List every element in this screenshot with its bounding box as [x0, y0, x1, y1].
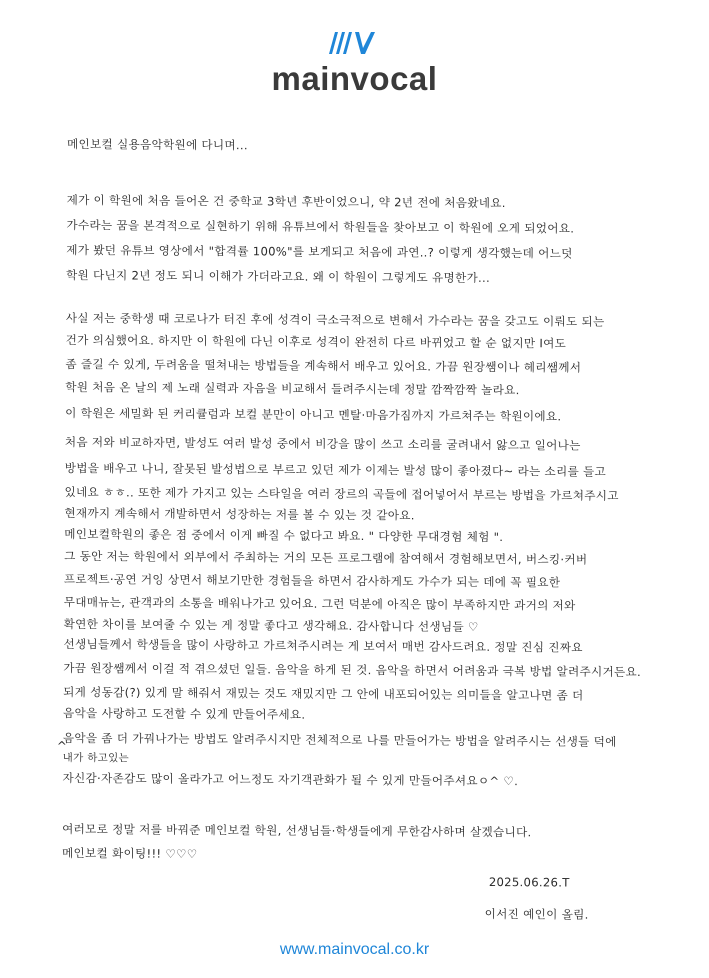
letter-line: 학원 다닌지 2년 정도 되니 이해가 가더라고요. 왜 이 학원이 그렇게도 유명한가...: [66, 267, 491, 285]
letter-line: 건가 의심했어요. 하지만 이 학원에 다닌 이후로 성격이 완전히 다르 바뀌었고 할 순 없지만 I여도: [65, 332, 567, 351]
letter-line: 메인보컬학원의 좋은 점 중에서 이게 빠질 수 없다고 봐요. " 다양한 무대경험 체험 ".: [64, 526, 504, 545]
letter-line: 선생님들께서 학생들을 많이 사랑하고 가르쳐주시려는 게 보여서 매번 감사드려요. 정말 진심 진짜요: [63, 636, 583, 655]
letter-line: 가끔 원장쌤께서 이걸 적 겪으셨던 일들. 음악을 하게 된 것. 음악을 하면서 어려움과 극복 방법 알려주시거든요.: [63, 660, 642, 680]
letter-line: 있네요 ㅎㅎ.. 또한 제가 가지고 있는 스타일을 여러 장르의 곡들에 접어넣어서 부르는 방법을 가르쳐주시고: [64, 484, 619, 503]
letter-line: 사실 저는 중학생 때 코로나가 터진 후에 성격이 극소극적으로 변해서 가수라는 꿈을 갖고도 이뤄도 되는: [65, 310, 605, 329]
letter-line: 방법을 배우고 나니, 잘못된 발성법으로 부르고 있던 제가 이제는 발성 많이 좋아졌다~ 라는 소리를 들고: [64, 460, 607, 479]
letter-insertion: [56, 738, 130, 765]
letter-title: 메인보컬 실용음악학원에 다니며...: [66, 136, 248, 153]
letter-line: 음악을 사랑하고 도전할 수 있게 만들어주세요.: [62, 705, 306, 722]
letter-signature: 이서진 예인이 올림.: [484, 906, 589, 922]
letter-line: 이 학원은 세밀화 된 커리큘럼과 보컬 분만이 아니고 멘탈·마음가짐까지 가르쳐주는 학원이에요.: [65, 405, 562, 424]
letter-line: 음악을 좀 더 가꿔나가는 방법도 알려주시지만 전체적으로 나를 만들어가는 방법을 알려주시는 선생들 덕에: [62, 730, 617, 749]
letter-insertion-text: 내가 하고있는: [62, 751, 130, 765]
letter-line: 제가 봤던 유튜브 영상에서 "합격률 100%"를 보게되고 처음에 과연..? 이렇게 생각했는데 어느덧: [66, 242, 573, 261]
letter-line: 처음 저와 비교하자면, 발성도 여러 발성 중에서 비강을 많이 쓰고 소리를 굴려내서 앓으고 일어나는: [64, 434, 581, 453]
letter-line: 제가 이 학원에 처음 들어온 건 중학교 3학년 후반이었으니, 약 2년 전에 처음왔네요.: [66, 192, 506, 211]
letter-line: 메인보컬 화이팅!!! ♡♡♡: [61, 845, 198, 861]
letter-line: 가수라는 꿈을 본격적으로 실현하기 위해 유튜브에서 학원들을 찾아보고 이 학원에 오게 되었어요.: [66, 217, 575, 236]
brand-logo: [0, 30, 709, 98]
letter-line: 그 동안 저는 학원에서 외부에서 주최하는 거의 모든 프로그램에 참여해서 경험해보면서, 버스킹·커버: [64, 548, 588, 567]
letter-line: 프로젝트·공연 거잉 상면서 해보기만한 경험들을 하면서 감사하게도 가수가 되는 데에 꼭 필요한: [63, 571, 561, 590]
insertion-caret-icon: ^: [56, 738, 68, 754]
letter-line: 무대매뉴는, 관객과의 소통을 배워나가고 있어요. 그런 덕분에 아직은 많이 부족하지만 과거의 저와: [63, 594, 576, 613]
letter-line: 자신감·자존감도 많이 올라가고 어느정도 자기객관화가 될 수 있게 만들어주셔요ㅇ^ ♡.: [62, 770, 519, 789]
letter-line: 좀 즐길 수 있게, 두려움을 떨쳐내는 방법들을 계속해서 배우고 있어요. 가끔 원장쌤이나 헤리쌤께서: [65, 356, 582, 375]
website-link[interactable]: www.mainvocal.co.kr: [279, 941, 430, 958]
letter-line: 학원 처음 온 날의 제 노래 실력과 자음을 비교해서 들려주시는데 정말 깜짝깜짝 놀라요.: [65, 379, 520, 398]
letter-line: 현재까지 계속해서 개발하면서 성장하는 저를 볼 수 있는 것 같아요.: [64, 505, 415, 523]
letter-line: 되게 성동감(?) 있게 말 해줘서 재밌는 것도 재밌지만 그 안에 내포되어있는 의미들을 알고나면 좀 더: [63, 684, 584, 703]
mainvocal-logo-icon: [327, 30, 383, 56]
letter-line: 확연한 차이를 보여줄 수 있는 게 정말 좋다고 생각해요. 감사합니다 선생님들 ♡: [63, 616, 479, 634]
brand-name: mainvocal: [271, 60, 438, 97]
letter-line: 여러모로 정말 저를 바꿔준 메인보컬 학원, 선생님들·학생들에게 무한감사하며 살겠습니다.: [62, 821, 532, 840]
letter-date: 2025.06.26.T: [488, 874, 570, 890]
